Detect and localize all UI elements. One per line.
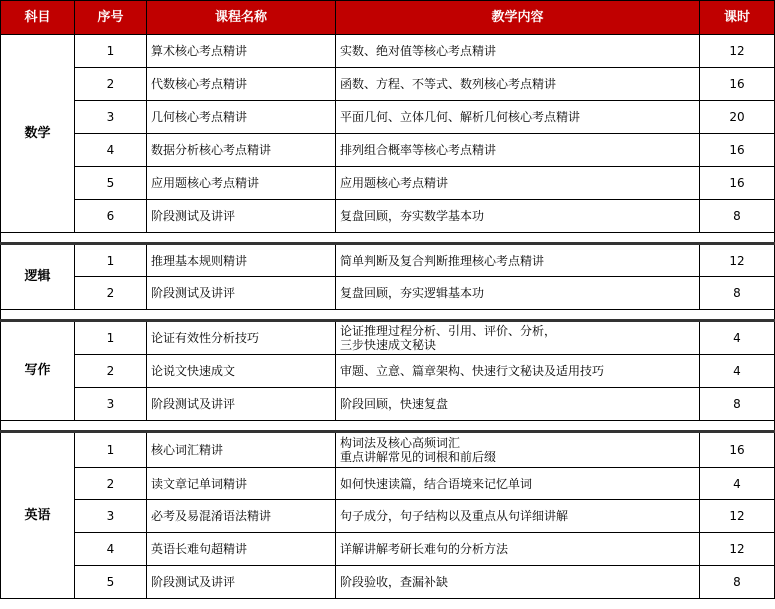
- content-line: 审题、立意、篇章架构、快速行文秘诀及适用技巧: [340, 364, 605, 378]
- course-name-cell: 阶段测试及讲评: [147, 200, 336, 233]
- course-name-cell: 代数核心考点精讲: [147, 68, 336, 101]
- header-course: 课程名称: [147, 1, 336, 35]
- content-line: 实数、绝对值等核心考点精讲: [340, 44, 497, 58]
- index-cell: 3: [75, 500, 147, 533]
- index-cell: 4: [75, 134, 147, 167]
- content-line: 重点讲解常见的词根和前后缀: [340, 450, 497, 464]
- content-line: 复盘回顾，夯实逻辑基本功: [340, 286, 485, 300]
- index-cell: 2: [75, 468, 147, 500]
- content-line: 阶段验收，查漏补缺: [340, 575, 449, 589]
- content-cell: [336, 200, 700, 233]
- hours-cell: 16: [700, 167, 775, 200]
- hours-cell: 20: [700, 101, 775, 134]
- hours-cell: 8: [700, 277, 775, 310]
- header-hours: 课时: [700, 1, 775, 35]
- course-name-cell: 论证有效性分析技巧: [147, 321, 336, 355]
- course-name-cell: 论说文快速成文: [147, 355, 336, 388]
- course-name-cell: 应用题核心考点精讲: [147, 167, 336, 200]
- index-cell: 5: [75, 167, 147, 200]
- index-cell: 5: [75, 566, 147, 599]
- index-cell: 4: [75, 533, 147, 566]
- hours-cell: 4: [700, 468, 775, 500]
- table-row: [1, 244, 775, 277]
- group-separator: [1, 421, 775, 432]
- table-row: [1, 432, 775, 468]
- course-name-cell: 英语长难句超精讲: [147, 533, 336, 566]
- index-cell: 1: [75, 321, 147, 355]
- content-cell: [336, 533, 700, 566]
- content-line: 阶段回顾，快速复盘: [340, 397, 449, 411]
- index-cell: 2: [75, 68, 147, 101]
- course-name-cell: 几何核心考点精讲: [147, 101, 336, 134]
- hours-cell: 16: [700, 432, 775, 468]
- subject-cell: 逻辑: [1, 244, 75, 310]
- hours-cell: 8: [700, 566, 775, 599]
- header-content: 教学内容: [336, 1, 700, 35]
- index-cell: 2: [75, 277, 147, 310]
- content-cell: [336, 68, 700, 101]
- hours-cell: 12: [700, 500, 775, 533]
- table-row: [1, 35, 775, 68]
- content-cell: [336, 432, 700, 468]
- table-row: [1, 68, 775, 101]
- course-name-cell: 数据分析核心考点精讲: [147, 134, 336, 167]
- content-line: 函数、方程、不等式、数列核心考点精讲: [340, 77, 557, 91]
- table-row: [1, 277, 775, 310]
- table-row: [1, 101, 775, 134]
- index-cell: 3: [75, 101, 147, 134]
- content-line: 复盘回顾，夯实数学基本功: [340, 209, 485, 223]
- content-line: 详解讲解考研长难句的分析方法: [340, 542, 509, 556]
- table-row: [1, 500, 775, 533]
- content-line: 应用题核心考点精讲: [340, 176, 449, 190]
- hours-cell: 4: [700, 355, 775, 388]
- index-cell: 1: [75, 35, 147, 68]
- content-cell: [336, 355, 700, 388]
- separator-cell: [1, 310, 775, 321]
- table-row: [1, 388, 775, 421]
- content-cell: [336, 244, 700, 277]
- table-row: [1, 355, 775, 388]
- content-cell: [336, 566, 700, 599]
- index-cell: 3: [75, 388, 147, 421]
- content-line: 排列组合概率等核心考点精讲: [340, 143, 497, 157]
- index-cell: 6: [75, 200, 147, 233]
- course-name-cell: 必考及易混淆语法精讲: [147, 500, 336, 533]
- table-row: [1, 533, 775, 566]
- content-cell: [336, 500, 700, 533]
- course-name-cell: 核心词汇精讲: [147, 432, 336, 468]
- hours-cell: 12: [700, 244, 775, 277]
- hours-cell: 16: [700, 68, 775, 101]
- subject-cell: 写作: [1, 321, 75, 421]
- table-row: [1, 566, 775, 599]
- course-name-cell: 阶段测试及讲评: [147, 566, 336, 599]
- content-cell: [336, 321, 700, 355]
- separator-cell: [1, 421, 775, 432]
- hours-cell: 12: [700, 533, 775, 566]
- course-name-cell: 推理基本规则精讲: [147, 244, 336, 277]
- course-name-cell: 阶段测试及讲评: [147, 388, 336, 421]
- subject-cell: 数学: [1, 35, 75, 233]
- header-index: 序号: [75, 1, 147, 35]
- course-name-cell: 阶段测试及讲评: [147, 277, 336, 310]
- content-line: 三步快速成文秘诀: [340, 338, 437, 352]
- content-cell: [336, 468, 700, 500]
- hours-cell: 8: [700, 200, 775, 233]
- index-cell: 1: [75, 244, 147, 277]
- content-line: 简单判断及复合判断推理核心考点精讲: [340, 253, 545, 268]
- content-line: 如何快速读篇，结合语境来记忆单词: [340, 476, 533, 491]
- course-name-cell: 读文章记单词精讲: [147, 468, 336, 500]
- content-line: 构词法及核心高频词汇: [340, 436, 461, 450]
- hours-cell: 16: [700, 134, 775, 167]
- table-body: [1, 35, 775, 599]
- hours-cell: 12: [700, 35, 775, 68]
- content-line: 句子成分，句子结构以及重点从句详细讲解: [340, 509, 569, 523]
- group-separator: [1, 233, 775, 244]
- content-line: 平面几何、立体几何、解析几何核心考点精讲: [340, 110, 581, 124]
- hours-cell: 4: [700, 321, 775, 355]
- table-row: [1, 167, 775, 200]
- course-name-cell: 算术核心考点精讲: [147, 35, 336, 68]
- table-header: [1, 1, 775, 35]
- index-cell: 2: [75, 355, 147, 388]
- content-cell: [336, 277, 700, 310]
- content-cell: [336, 35, 700, 68]
- index-cell: 1: [75, 432, 147, 468]
- separator-cell: [1, 233, 775, 244]
- table-row: [1, 134, 775, 167]
- content-cell: [336, 167, 700, 200]
- group-separator: [1, 310, 775, 321]
- subject-cell: 英语: [1, 432, 75, 599]
- table-row: [1, 200, 775, 233]
- hours-cell: 8: [700, 388, 775, 421]
- table-row: [1, 321, 775, 355]
- content-cell: [336, 388, 700, 421]
- table-row: [1, 468, 775, 500]
- content-cell: [336, 101, 700, 134]
- content-cell: [336, 134, 700, 167]
- header-subject: 科目: [1, 1, 75, 35]
- content-line: 论证推理过程分析、引用、评价、分析，: [340, 324, 557, 338]
